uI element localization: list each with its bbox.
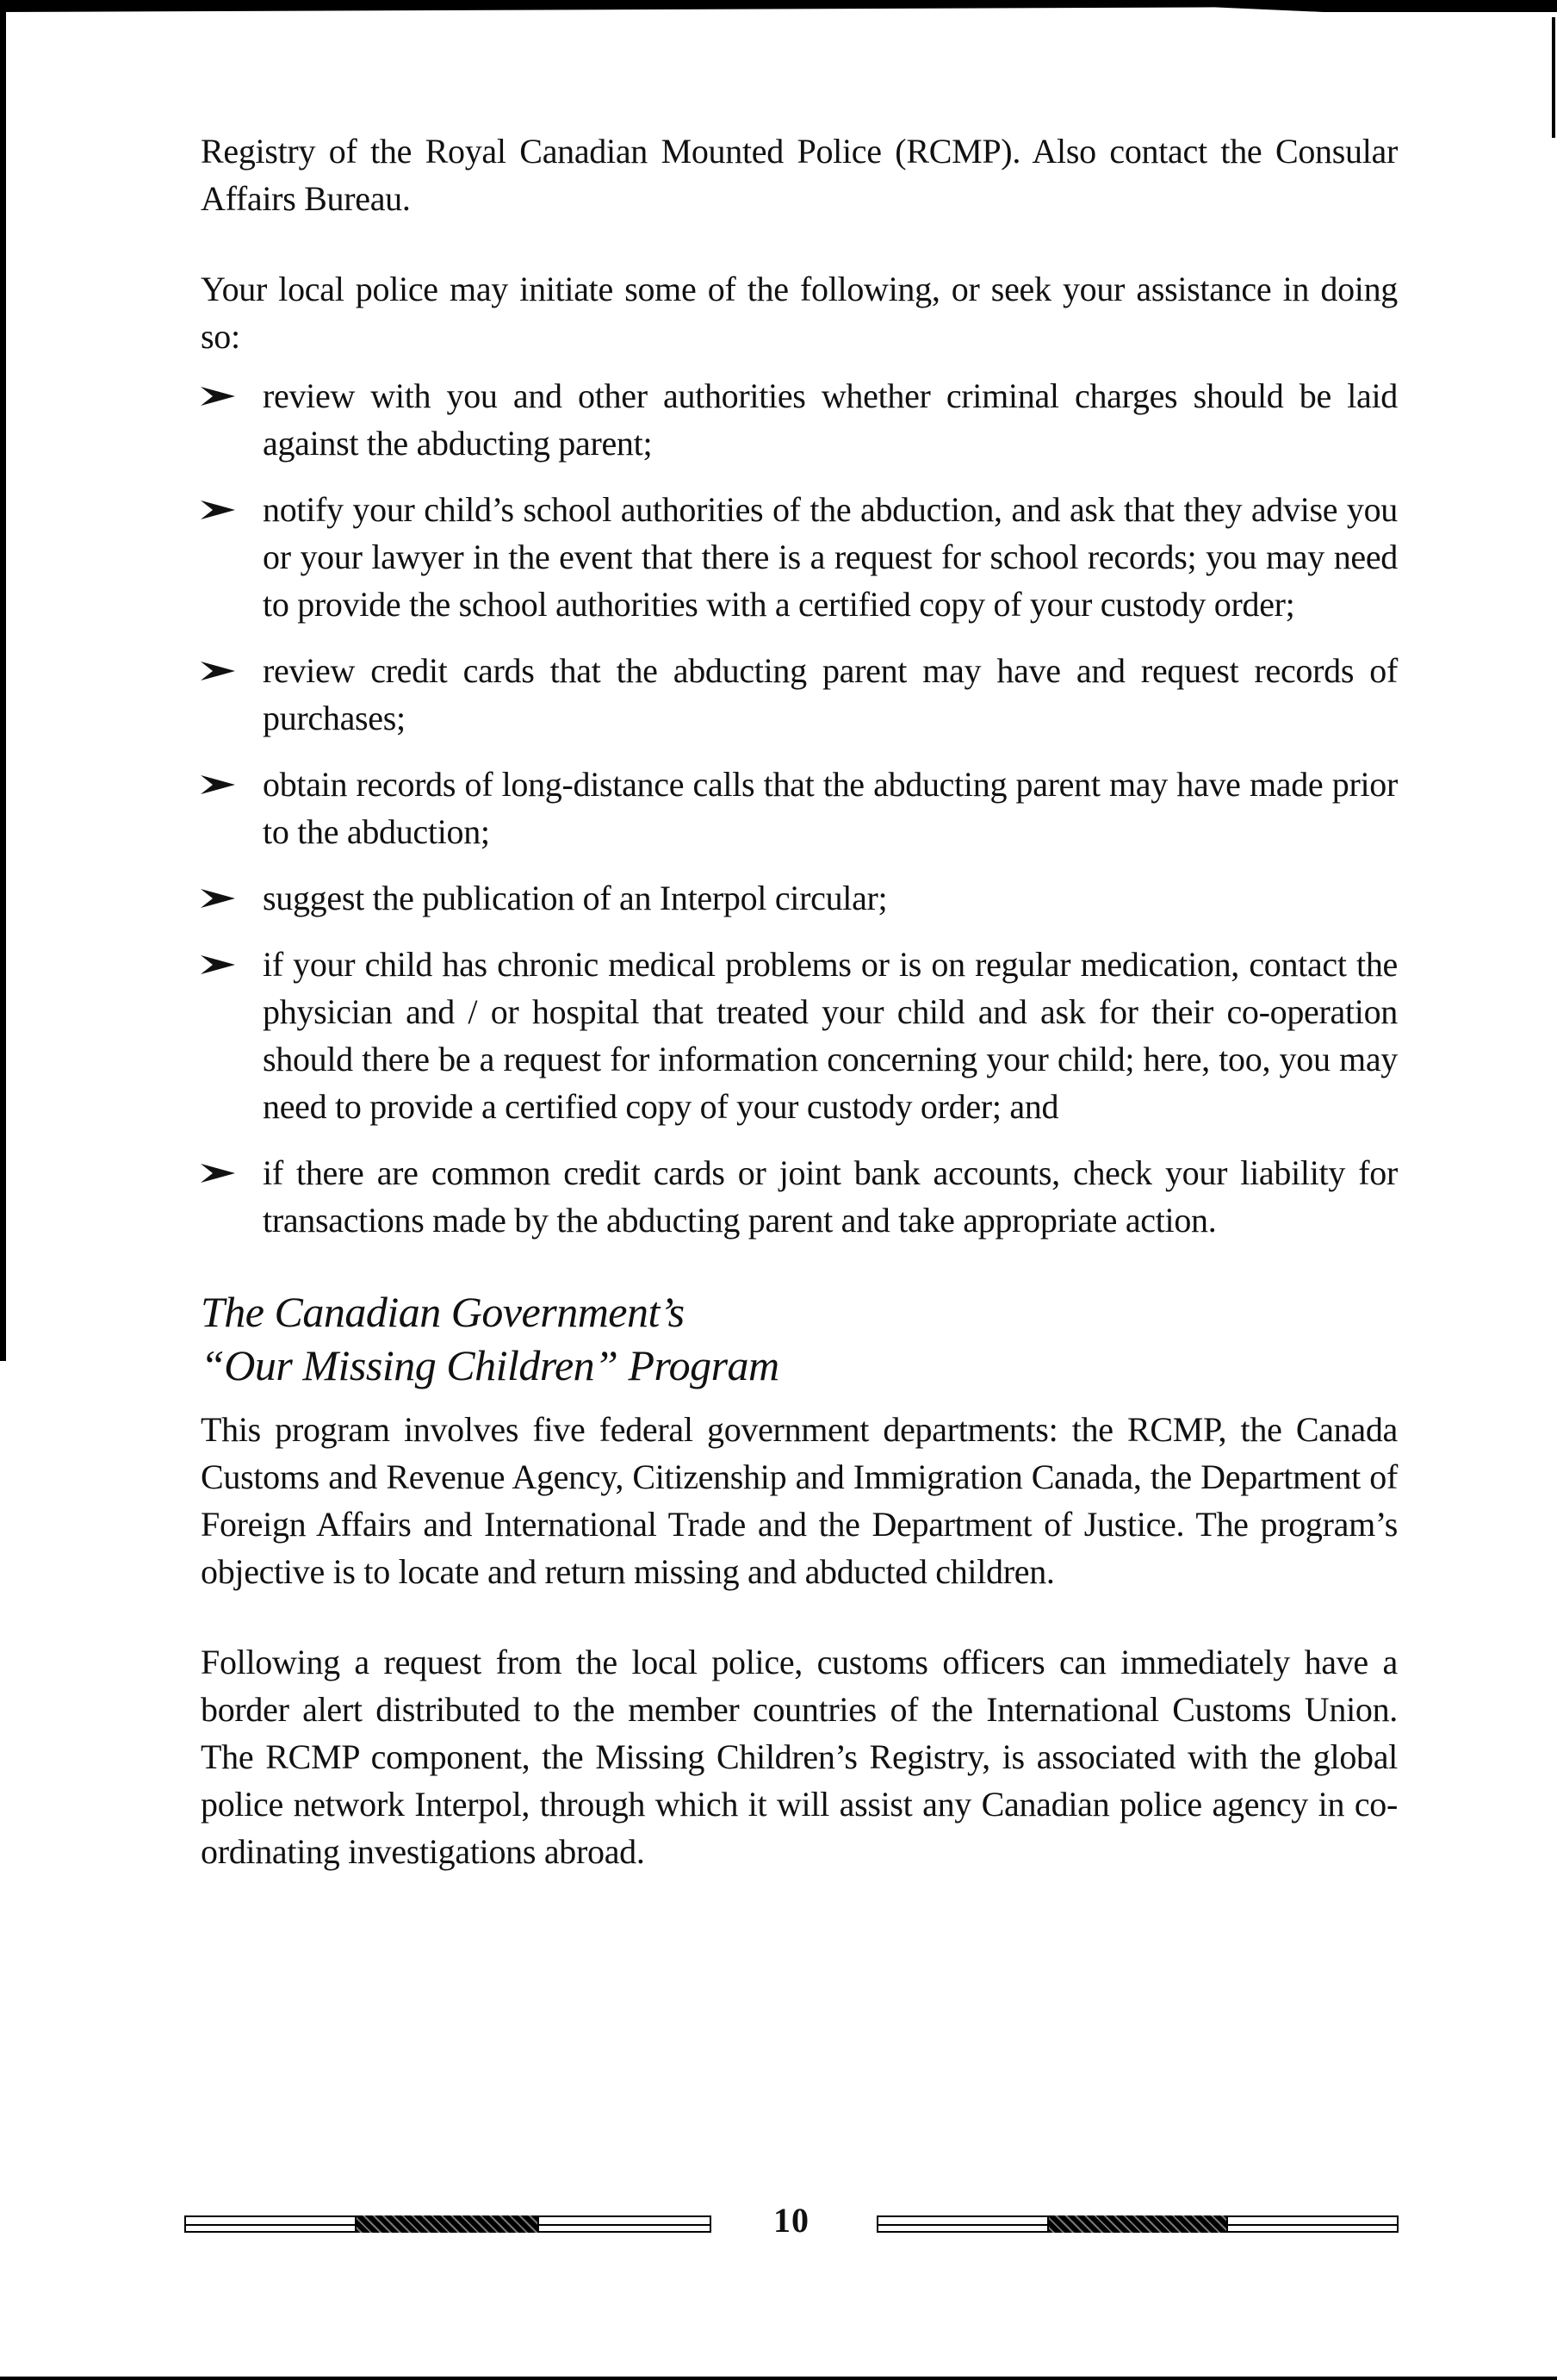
intro-paragraph-2: Your local police may initiate some of the following, or seek your assistance in doing so: bbox=[201, 270, 1398, 356]
footer-rule-left-a bbox=[184, 2215, 357, 2233]
list-item-text: review with you and other authorities whether criminal charges should be laid against the abducting parent; bbox=[263, 376, 1398, 463]
scan-edge-left bbox=[0, 0, 6, 1361]
list-item bbox=[201, 874, 1398, 922]
list-item-text: obtain records of long-distance calls that the abducting parent may have made prior to the abduction; bbox=[263, 765, 1398, 851]
arrowhead-bullet-icon bbox=[201, 500, 235, 519]
arrowhead-bullet-icon bbox=[201, 387, 235, 406]
intro-paragraph-1: Registry of the Royal Canadian Mounted Police (RCMP). Also contact the Consular Affairs Bureau. bbox=[201, 132, 1398, 218]
page-footer bbox=[184, 2201, 1399, 2240]
scan-edge-bottom bbox=[0, 2377, 1557, 2380]
program-paragraph-1: This program involves five federal government departments: the RCMP, the Canada Customs and Revenue Agency, Citizenship and Immigration Canada, the Department of Foreign Affairs and International Trade and the Department of Justice. The program’s objective is to locate and return missing and abducted children. bbox=[201, 1410, 1398, 1591]
footer-rule-left-b bbox=[537, 2215, 711, 2233]
document-page bbox=[201, 127, 1398, 1875]
list-item bbox=[201, 486, 1398, 628]
section-heading-line-2: “Our Missing Children” Program bbox=[201, 1341, 779, 1389]
scan-edge-top bbox=[0, 0, 1557, 12]
police-actions-list bbox=[201, 372, 1398, 1244]
section-heading bbox=[201, 1285, 1398, 1392]
section-heading-line-1: The Canadian Government’s bbox=[201, 1288, 685, 1336]
list-item bbox=[201, 941, 1398, 1130]
program-paragraph-2: Following a request from the local police, customs officers can immediately have a border alert distributed to the member countries of the International Customs Union. The RCMP component, the Missing Children’s Registry, is associated with the global police network Interpol, through which it will assist any Canadian police agency in co-ordinating investigations abroad. bbox=[201, 1643, 1398, 1871]
list-item-text: if your child has chronic medical problems or is on regular medication, contact the physician and / or hospital that treated your child and ask for their co-operation should there be a request for information concerning your child; here, too, you may need to provide a certified copy of your custody order; and bbox=[263, 945, 1398, 1126]
scan-edge-right bbox=[1552, 17, 1555, 138]
arrowhead-bullet-icon bbox=[201, 775, 235, 794]
footer-rule-right-b bbox=[1226, 2215, 1399, 2233]
footer-ornament-right bbox=[1049, 2215, 1226, 2233]
arrowhead-bullet-icon bbox=[201, 955, 235, 974]
list-item-text: if there are common credit cards or joint bank accounts, check your liability for transactions made by the abducting parent and take appropriate action. bbox=[263, 1153, 1398, 1240]
footer-rule-right-a bbox=[877, 2215, 1049, 2233]
arrowhead-bullet-icon bbox=[201, 1164, 235, 1183]
list-item bbox=[201, 1149, 1398, 1244]
list-item-text: notify your child’s school authorities of the abduction, and ask that they advise you or your lawyer in the event that there is a request for school records; you may need to provide the school authorities with a certified copy of your custody order; bbox=[263, 490, 1398, 624]
list-item bbox=[201, 372, 1398, 467]
arrowhead-bullet-icon bbox=[201, 889, 235, 908]
list-item bbox=[201, 761, 1398, 855]
list-item bbox=[201, 647, 1398, 742]
page-number: 10 bbox=[773, 2201, 810, 2240]
list-item-text: review credit cards that the abducting parent may have and request records of purchases; bbox=[263, 651, 1398, 737]
footer-ornament-left bbox=[357, 2215, 537, 2233]
list-item-text: suggest the publication of an Interpol circular; bbox=[263, 879, 888, 917]
arrowhead-bullet-icon bbox=[201, 662, 235, 680]
